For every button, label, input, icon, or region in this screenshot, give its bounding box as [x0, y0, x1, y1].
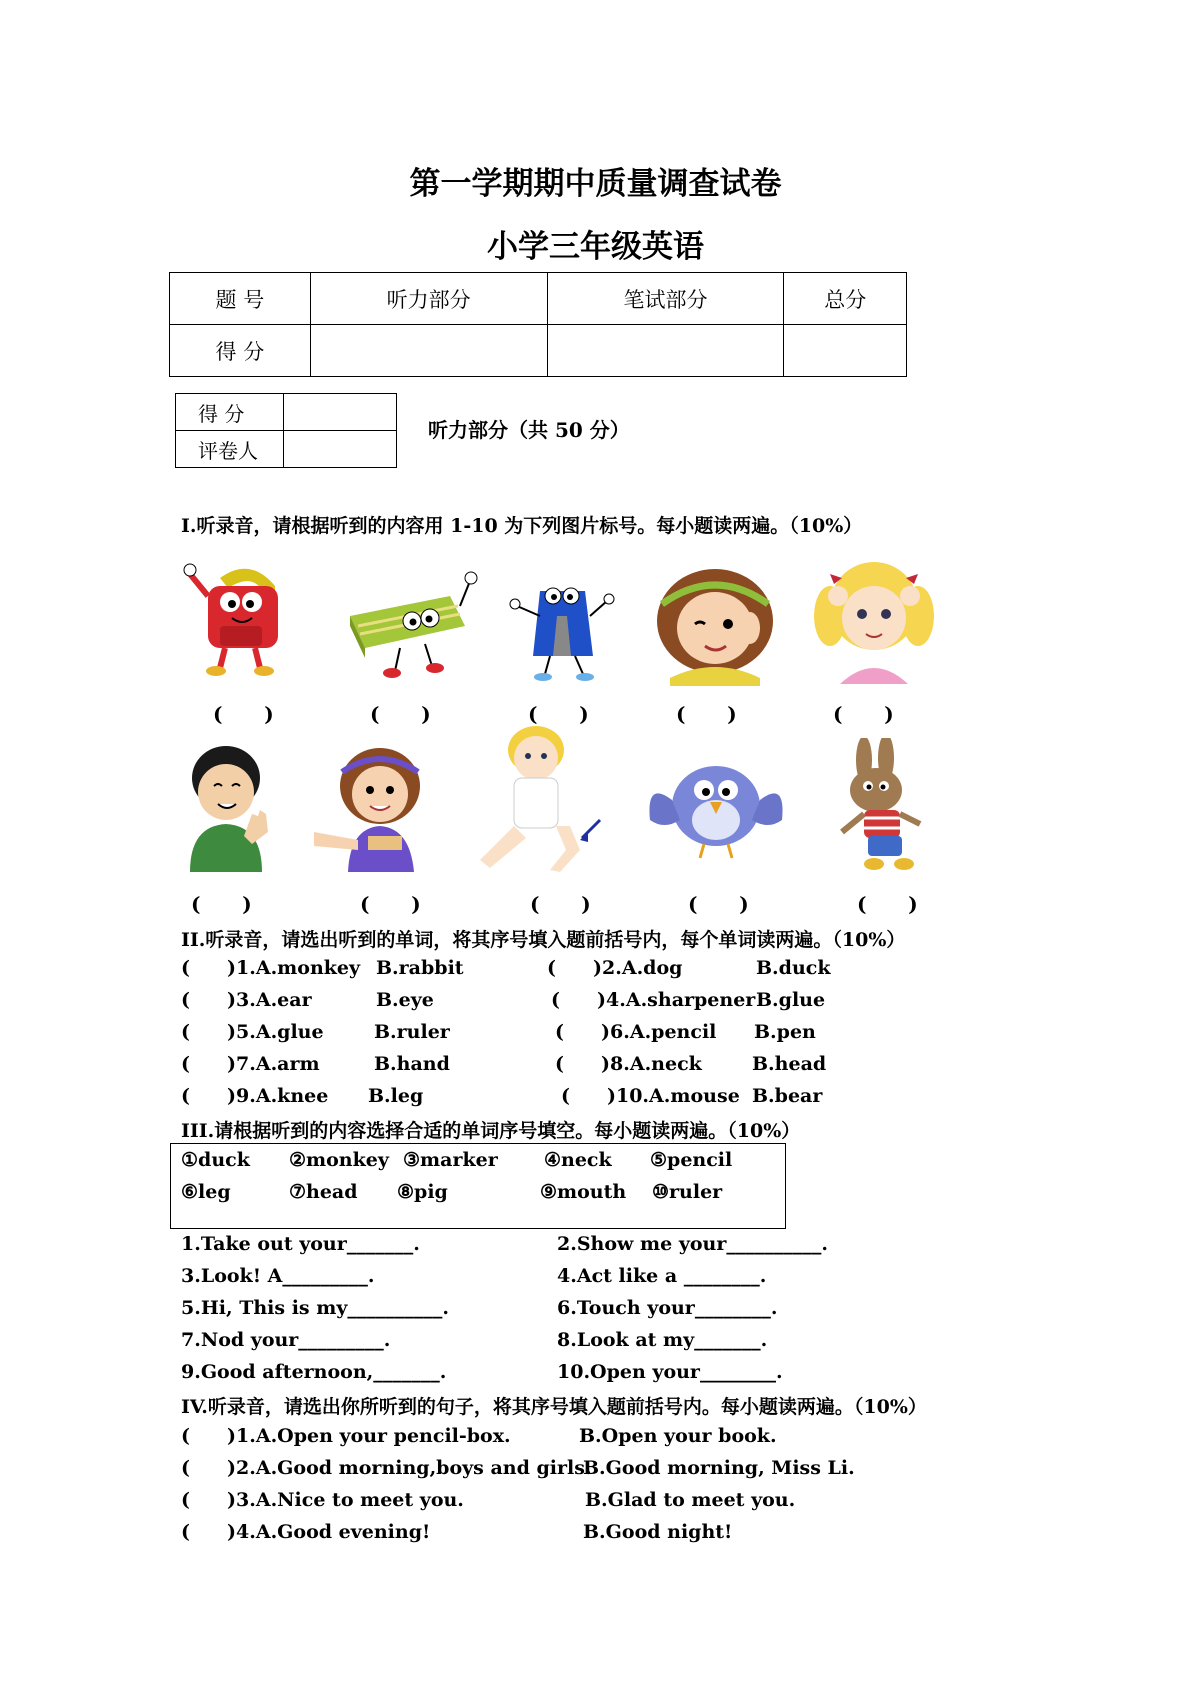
answer-paren[interactable]: ( )	[857, 892, 918, 916]
answer-paren[interactable]: ( )	[528, 702, 589, 726]
sentence-option-a: )2.A.Good morning,boys and girls.	[227, 1457, 592, 1479]
section3-heading: III.请根据听到的内容选择合适的单词序号填空。每小题读两遍。（10%）	[181, 1120, 801, 1142]
sentence-option-a: )4.A.Good evening!	[227, 1521, 431, 1543]
question-item: )7.A.arm	[227, 1053, 320, 1075]
answer-paren[interactable]: ( )	[530, 892, 591, 916]
answer-paren[interactable]: (	[555, 1021, 564, 1043]
fill-blank-sentence[interactable]: 6.Touch your________.	[557, 1297, 778, 1319]
word-bank-item: ⑧pig	[397, 1181, 448, 1203]
answer-paren[interactable]: (	[551, 989, 560, 1011]
word-bank-item: ⑨mouth	[540, 1181, 627, 1203]
fill-blank-sentence[interactable]: 5.Hi, This is my__________.	[181, 1297, 450, 1319]
bird-icon	[640, 740, 792, 864]
answer-paren[interactable]: (	[555, 1053, 564, 1075]
fill-blank-sentence[interactable]: 2.Show me your__________.	[557, 1233, 828, 1255]
answer-paren[interactable]: (	[181, 1053, 190, 1075]
schoolbag-character-icon	[180, 556, 298, 678]
header-total: 总分	[784, 273, 907, 325]
fill-blank-sentence[interactable]: 8.Look at my_______.	[557, 1329, 768, 1351]
option-b: B.ruler	[374, 1021, 450, 1043]
girl-arms-icon	[310, 742, 434, 872]
word-bank-item: ⑩ruler	[652, 1181, 723, 1203]
girl-hands-on-head-icon	[810, 556, 938, 686]
answer-paren[interactable]: ( )	[191, 892, 252, 916]
section1-heading: I.听录音，请根据听到的内容用 1-10 为下列图片标号。每小题读两遍。（10%）	[181, 515, 863, 537]
grader-name-cell[interactable]	[284, 431, 397, 468]
sharpener-character-icon	[505, 566, 617, 684]
sentence-option-b: B.Glad to meet you.	[585, 1489, 796, 1511]
answer-paren[interactable]: (	[547, 957, 556, 979]
option-b: B.eye	[376, 989, 434, 1011]
boy-knee-icon	[470, 720, 608, 876]
sentence-option-a: )3.A.Nice to meet you.	[227, 1489, 464, 1511]
grader-score-label: 得 分	[176, 394, 284, 431]
answer-paren[interactable]: ( )	[676, 702, 737, 726]
sentence-option-a: )1.A.Open your pencil-box.	[227, 1425, 511, 1447]
word-bank-item: ①duck	[181, 1149, 250, 1171]
answer-paren[interactable]: (	[181, 1489, 190, 1511]
section4-heading: IV.听录音，请选出你所听到的句子，将其序号填入题前括号内。每小题读两遍。（10%）	[181, 1396, 927, 1418]
answer-paren[interactable]: (	[181, 1425, 190, 1447]
fill-blank-sentence[interactable]: 4.Act like a ________.	[557, 1265, 767, 1287]
question-item: )8.A.neck	[601, 1053, 702, 1075]
option-b: B.bear	[752, 1085, 823, 1107]
option-b: B.glue	[756, 989, 826, 1011]
word-bank-item: ③marker	[403, 1149, 498, 1171]
option-b: B.pen	[754, 1021, 816, 1043]
grader-table	[175, 393, 397, 468]
word-bank-item: ⑤pencil	[650, 1149, 733, 1171]
score-cell-written[interactable]	[547, 325, 784, 377]
header-written: 笔试部分	[547, 273, 784, 325]
fill-blank-sentence[interactable]: 10.Open your________.	[557, 1361, 783, 1383]
question-item: )1.A.monkey	[227, 957, 361, 979]
girl-ear-icon	[650, 566, 780, 686]
answer-paren[interactable]: (	[181, 1021, 190, 1043]
option-b: B.head	[752, 1053, 827, 1075]
boy-waving-hand-icon	[180, 740, 276, 872]
answer-paren[interactable]: ( )	[213, 702, 274, 726]
question-item: )2.A.dog	[593, 957, 683, 979]
fill-blank-sentence[interactable]: 9.Good afternoon,_______.	[181, 1361, 447, 1383]
pencil-box-character-icon	[340, 566, 480, 682]
answer-paren[interactable]: ( )	[688, 892, 749, 916]
fill-blank-sentence[interactable]: 3.Look! A_________.	[181, 1265, 375, 1287]
listening-heading: 听力部分（共 50 分）	[428, 418, 630, 442]
answer-paren[interactable]: ( )	[370, 702, 431, 726]
grader-score-cell[interactable]	[284, 394, 397, 431]
option-b: B.rabbit	[376, 957, 464, 979]
word-bank-item: ②monkey	[289, 1149, 389, 1171]
answer-paren[interactable]: (	[181, 1085, 190, 1107]
sentence-option-b: B.Open your book.	[579, 1425, 777, 1447]
sentence-option-b: B.Good morning, Miss Li.	[583, 1457, 855, 1479]
section2-heading: II.听录音，请选出听到的单词，将其序号填入题前括号内，每个单词读两遍。（10%）	[181, 929, 906, 951]
answer-paren[interactable]: (	[181, 1457, 190, 1479]
row-score-label: 得 分	[170, 325, 311, 377]
exam-title: 第一学期期中质量调查试卷	[409, 166, 782, 202]
question-item: )5.A.glue	[227, 1021, 324, 1043]
grader-name-label: 评卷人	[176, 431, 284, 468]
answer-paren[interactable]: (	[181, 989, 190, 1011]
sentence-option-b: B.Good night!	[583, 1521, 733, 1543]
score-table	[169, 272, 907, 377]
answer-paren[interactable]: (	[181, 957, 190, 979]
question-item: )10.A.mouse	[607, 1085, 740, 1107]
option-b: B.hand	[374, 1053, 450, 1075]
header-listening: 听力部分	[310, 273, 547, 325]
word-bank-item: ④neck	[544, 1149, 612, 1171]
option-b: B.duck	[756, 957, 831, 979]
score-cell-listening[interactable]	[310, 325, 547, 377]
score-cell-total[interactable]	[784, 325, 907, 377]
word-bank-item: ⑥leg	[181, 1181, 231, 1203]
question-item: )9.A.knee	[227, 1085, 329, 1107]
answer-paren[interactable]: (	[561, 1085, 570, 1107]
fill-blank-sentence[interactable]: 1.Take out your_______.	[181, 1233, 420, 1255]
header-question-number: 题 号	[170, 273, 311, 325]
option-b: B.leg	[368, 1085, 424, 1107]
answer-paren[interactable]: (	[181, 1521, 190, 1543]
question-item: )4.A.sharpener	[597, 989, 756, 1011]
fill-blank-sentence[interactable]: 7.Nod your_________.	[181, 1329, 391, 1351]
answer-paren[interactable]: ( )	[360, 892, 421, 916]
word-bank-item: ⑦head	[289, 1181, 358, 1203]
question-item: )6.A.pencil	[601, 1021, 717, 1043]
exam-subtitle: 小学三年级英语	[487, 229, 704, 265]
question-item: )3.A.ear	[227, 989, 312, 1011]
rabbit-icon	[824, 738, 944, 872]
answer-paren[interactable]: ( )	[833, 702, 894, 726]
